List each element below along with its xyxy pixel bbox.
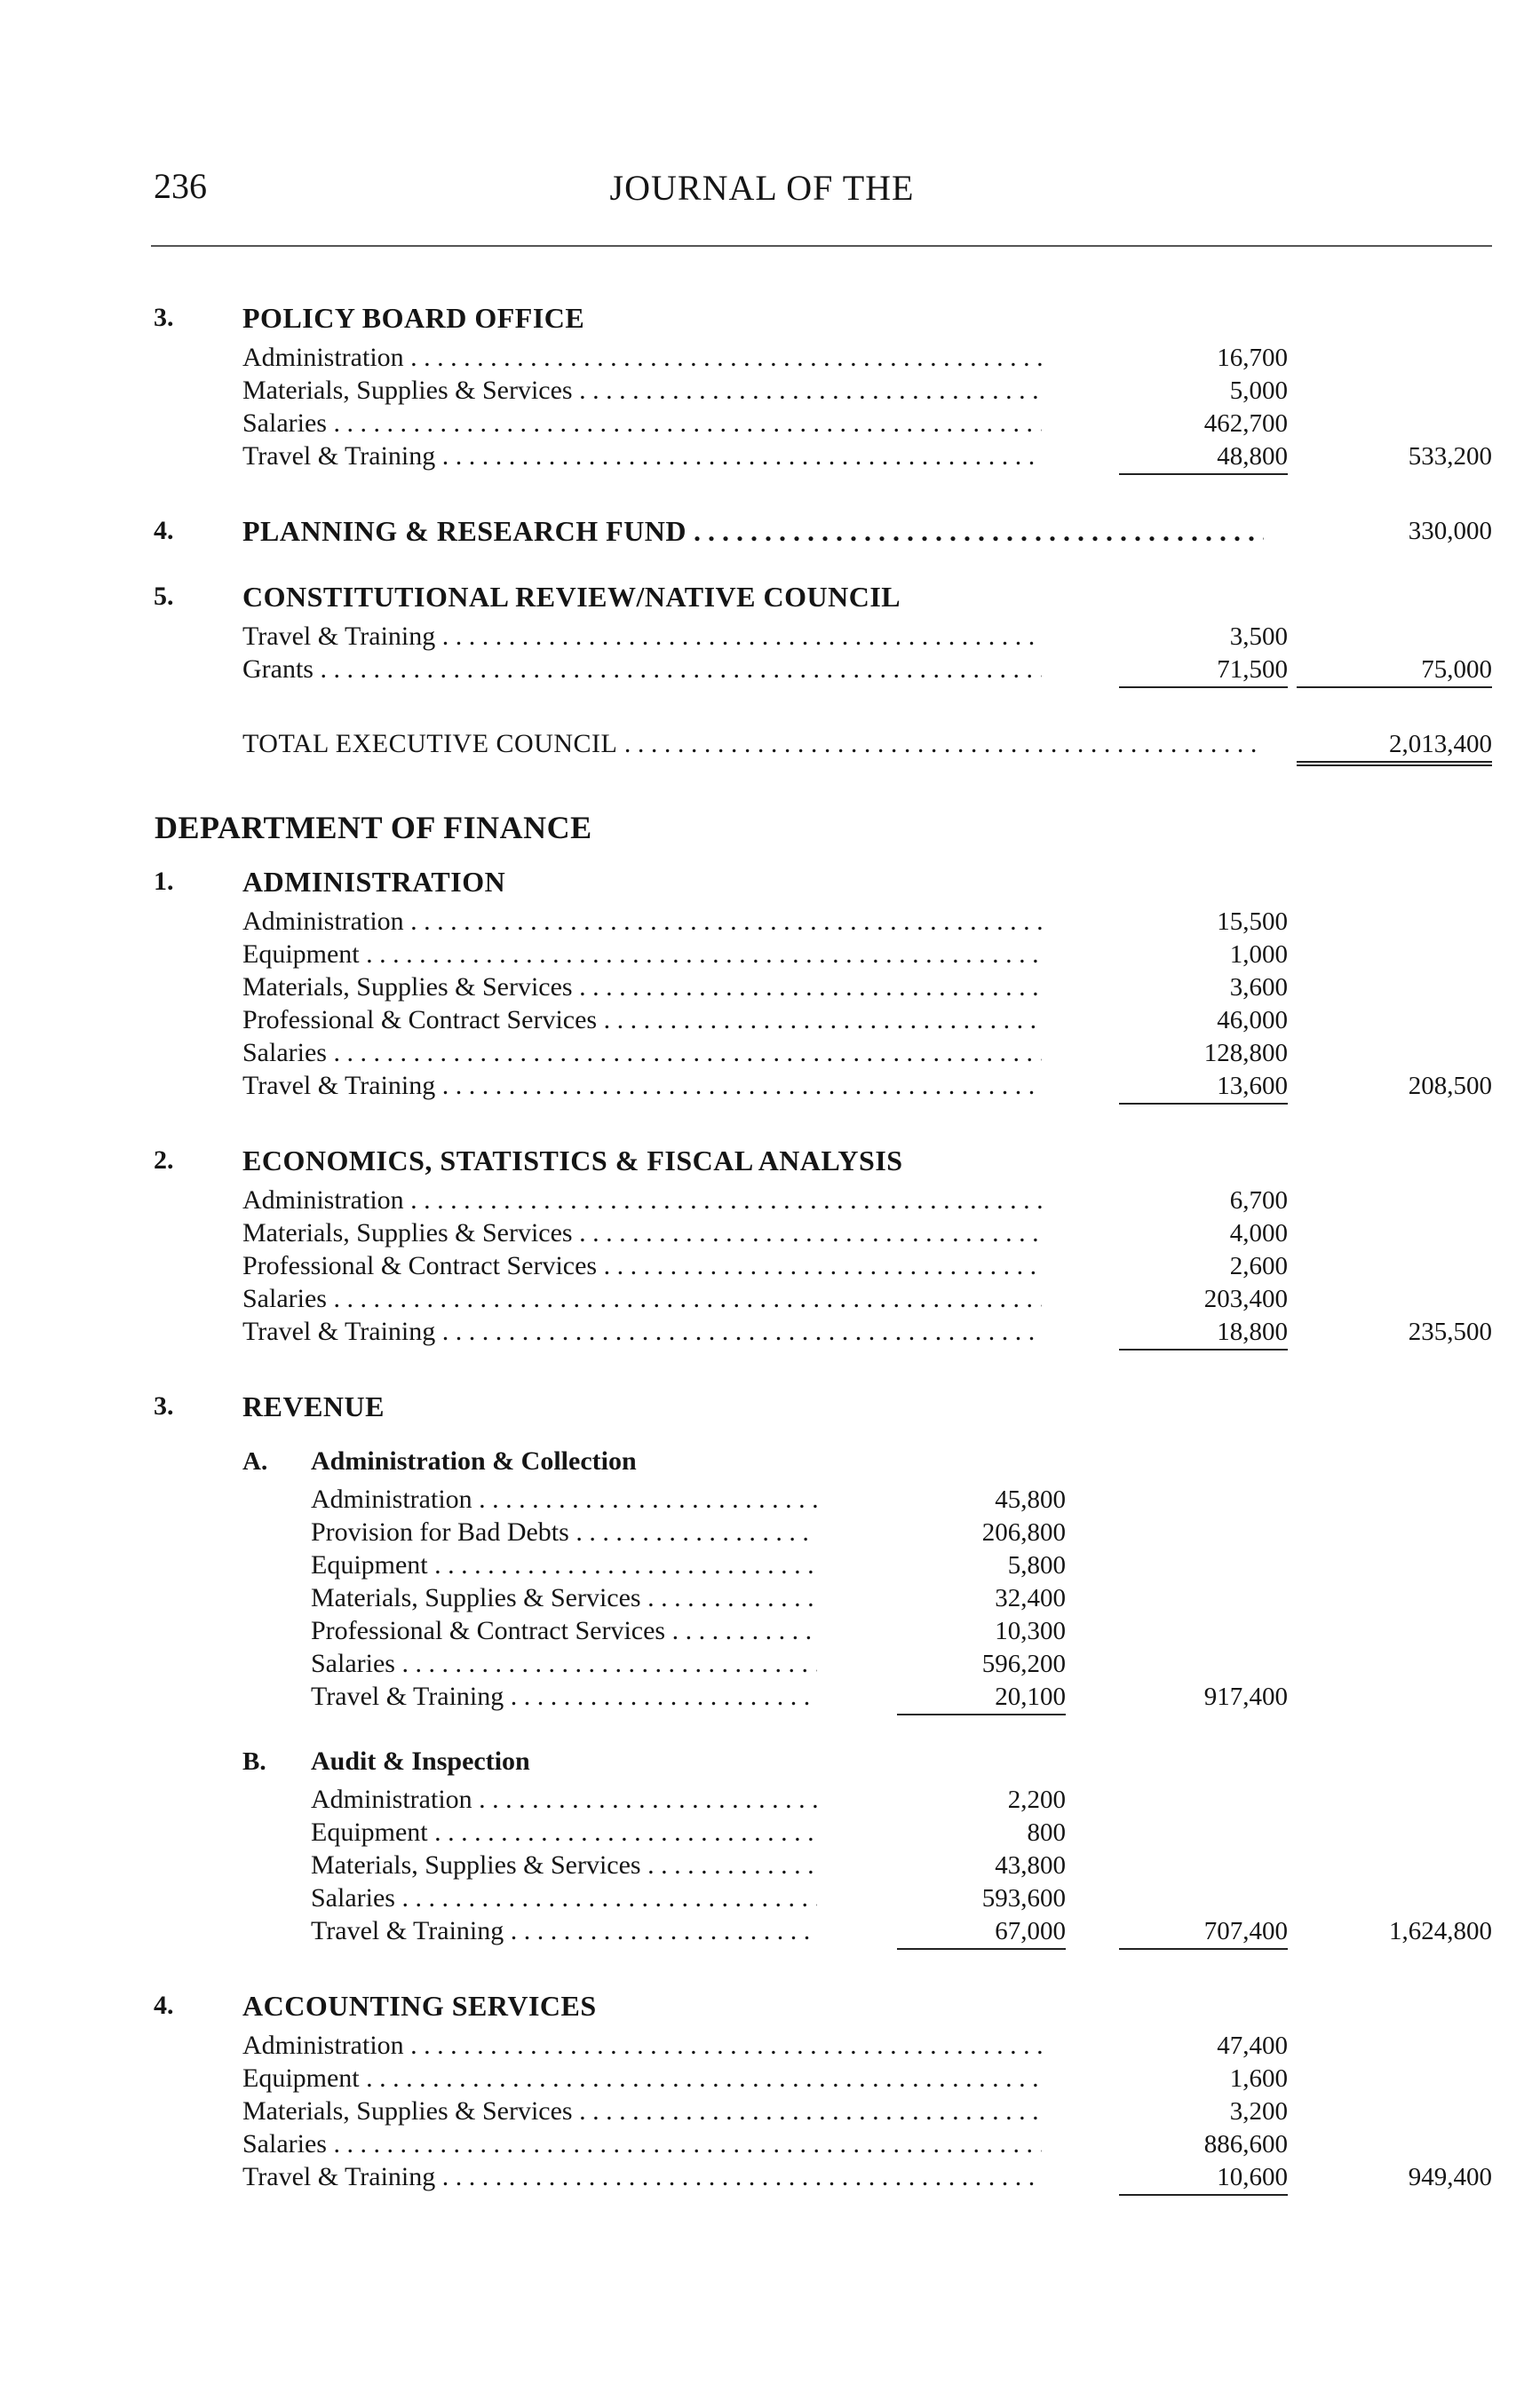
section-number: 4.: [154, 1991, 174, 2020]
section-total: 949,400: [1408, 2163, 1492, 2191]
line-item: [0, 1516, 1524, 1549]
line-item-label: Travel & Training . . .: [242, 1069, 1042, 1103]
line-item-amount: 3,200: [1229, 2097, 1288, 2126]
line-item: [0, 1881, 1524, 1915]
section-total: 330,000: [1408, 517, 1492, 545]
section-total: 235,500: [1408, 1318, 1492, 1346]
line-item-label: Salaries . . .: [242, 2127, 1042, 2161]
section-title: REVENUE: [242, 1390, 385, 1422]
line-item-amount: 800: [1027, 1818, 1066, 1847]
subsection-title: Administration & Collection: [311, 1446, 637, 1476]
subsection-heading: [0, 1745, 1524, 1778]
line-item-amount: 5,000: [1229, 376, 1288, 405]
page-title: JOURNAL OF THE: [609, 168, 915, 208]
line-item-label: Administration . . .: [242, 1184, 1042, 1217]
section-title: PLANNING & RESEARCH FUND . . .: [242, 514, 1264, 548]
section-total: 1,624,800: [1389, 1917, 1492, 1945]
page-number: 236: [154, 166, 207, 206]
line-item: [0, 1003, 1524, 1037]
line-item: [0, 1614, 1524, 1648]
line-item-amount: 16,700: [1217, 344, 1288, 372]
line-item-label: Materials, Supplies & Services . . .: [242, 374, 1042, 408]
line-item: [0, 620, 1524, 653]
line-item: [0, 1249, 1524, 1283]
section-heading: [0, 1144, 1524, 1177]
section-heading: [0, 514, 1524, 548]
line-item: [0, 2029, 1524, 2063]
section-heading: [0, 580, 1524, 614]
line-item-label: Administration . . .: [242, 905, 1042, 939]
line-item-amount: 3,500: [1229, 622, 1288, 651]
line-item-amount: 6,700: [1229, 1186, 1288, 1215]
line-item-label: Materials, Supplies & Services . . .: [311, 1849, 817, 1882]
line-item-label: Professional & Contract Services . . .: [311, 1614, 817, 1648]
subsection-total: 917,400: [1203, 1683, 1288, 1711]
line-item: [0, 938, 1524, 971]
line-item-label: Administration . . .: [242, 2029, 1042, 2063]
line-item: [0, 1282, 1524, 1316]
line-item: [0, 653, 1524, 686]
line-item-amount: 4,000: [1229, 1219, 1288, 1248]
subsection-letter: B.: [242, 1747, 266, 1776]
line-item: [0, 2095, 1524, 2128]
line-item-label: Salaries . . .: [242, 1036, 1042, 1070]
line-item-amount: 5,800: [1007, 1551, 1066, 1580]
line-item-amount: 67,000: [897, 1914, 1066, 1950]
line-item: [0, 440, 1524, 473]
line-item: [0, 2062, 1524, 2095]
line-item: [0, 1483, 1524, 1517]
line-item-amount: 71,500: [1119, 653, 1288, 688]
line-item-label: Materials, Supplies & Services . . .: [311, 1581, 817, 1615]
line-item-amount: 203,400: [1203, 1285, 1288, 1313]
line-item-amount: 593,600: [981, 1884, 1066, 1913]
grand-total-label: TOTAL EXECUTIVE COUNCIL . . .: [242, 727, 1264, 761]
line-item: [0, 1849, 1524, 1882]
department-heading: [0, 808, 1524, 847]
line-item: [0, 1816, 1524, 1850]
line-item-label: Equipment . . .: [242, 2062, 1042, 2095]
line-item-amount: 596,200: [981, 1650, 1066, 1678]
line-item: [0, 1581, 1524, 1615]
line-item-label: Administration . . .: [242, 341, 1042, 375]
line-item: [0, 1549, 1524, 1582]
line-item: [0, 1783, 1524, 1817]
line-item: [0, 2160, 1524, 2194]
line-item-label: Travel & Training . . .: [311, 1680, 817, 1714]
line-item-amount: 206,800: [981, 1518, 1066, 1547]
line-item-amount: 45,800: [995, 1485, 1066, 1514]
section-heading: [0, 1989, 1524, 2023]
line-item-label: Equipment . . .: [311, 1816, 817, 1850]
subsection-heading: [0, 1445, 1524, 1478]
subsection-total: 707,400: [1119, 1914, 1288, 1950]
line-item: [0, 341, 1524, 375]
line-item-label: Administration . . .: [311, 1783, 817, 1817]
line-item-label: Equipment . . .: [311, 1549, 817, 1582]
line-item-label: Travel & Training . . .: [242, 1315, 1042, 1349]
line-item-amount: 1,600: [1229, 2064, 1288, 2093]
section-number: 5.: [154, 582, 174, 611]
line-item-amount: 43,800: [995, 1851, 1066, 1880]
section-number: 1.: [154, 867, 174, 896]
line-item: [0, 1216, 1524, 1250]
section-number: 3.: [154, 1391, 174, 1421]
line-item: [0, 1315, 1524, 1349]
line-item-amount: 48,800: [1119, 440, 1288, 475]
line-item-amount: 10,600: [1119, 2160, 1288, 2196]
line-item-label: Administration . . .: [311, 1483, 817, 1517]
section-heading: [0, 301, 1524, 335]
section-title: POLICY BOARD OFFICE: [242, 302, 585, 334]
line-item-amount: 128,800: [1203, 1039, 1288, 1067]
line-item-label: Provision for Bad Debts . . .: [311, 1516, 817, 1549]
section-number: 3.: [154, 303, 174, 332]
line-item-amount: 20,100: [897, 1680, 1066, 1715]
section-total: 208,500: [1408, 1072, 1492, 1100]
section-number: 4.: [154, 516, 174, 545]
line-item: [0, 970, 1524, 1004]
line-item-amount: 1,000: [1229, 940, 1288, 969]
section-total: 533,200: [1408, 442, 1492, 471]
header-rule: [151, 245, 1492, 247]
grand-total-row: [0, 727, 1524, 761]
grand-total-amount: 2,013,400: [1297, 727, 1492, 766]
line-item: [0, 1914, 1524, 1948]
line-item: [0, 2127, 1524, 2161]
subsection-letter: A.: [242, 1447, 268, 1476]
section-title: ECONOMICS, STATISTICS & FISCAL ANALYSIS: [242, 1145, 903, 1176]
line-item: [0, 407, 1524, 440]
line-item: [0, 1069, 1524, 1103]
section-total: 75,000: [1297, 653, 1492, 688]
line-item-amount: 462,700: [1203, 409, 1288, 438]
line-item-label: Materials, Supplies & Services . . .: [242, 970, 1042, 1004]
line-item-label: Grants . . .: [242, 653, 1042, 686]
line-item: [0, 905, 1524, 939]
line-item-label: Materials, Supplies & Services . . .: [242, 1216, 1042, 1250]
line-item: [0, 1036, 1524, 1070]
line-item-amount: 10,300: [995, 1617, 1066, 1645]
line-item-label: Materials, Supplies & Services . . .: [242, 2095, 1042, 2128]
line-item-amount: 2,600: [1229, 1252, 1288, 1280]
line-item-amount: 15,500: [1217, 907, 1288, 936]
line-item-label: Professional & Contract Services . . .: [242, 1249, 1042, 1283]
line-item-amount: 3,600: [1229, 973, 1288, 1002]
line-item-label: Travel & Training . . .: [242, 440, 1042, 473]
line-item-amount: 2,200: [1007, 1786, 1066, 1814]
line-item-amount: 18,800: [1119, 1315, 1288, 1351]
section-number: 2.: [154, 1145, 174, 1175]
line-item-label: Travel & Training . . .: [311, 1914, 817, 1948]
line-item-label: Salaries . . .: [242, 1282, 1042, 1316]
section-title: ADMINISTRATION: [242, 866, 506, 898]
line-item-label: Salaries . . .: [311, 1647, 817, 1681]
line-item-amount: 46,000: [1217, 1006, 1288, 1034]
line-item: [0, 1680, 1524, 1714]
line-item: [0, 1647, 1524, 1681]
line-item-label: Travel & Training . . .: [242, 2160, 1042, 2194]
line-item-amount: 47,400: [1217, 2032, 1288, 2060]
line-item: [0, 1184, 1524, 1217]
section-title: ACCOUNTING SERVICES: [242, 1990, 597, 2022]
line-item-label: Equipment . . .: [242, 938, 1042, 971]
section-title: CONSTITUTIONAL REVIEW/NATIVE COUNCIL: [242, 581, 901, 613]
line-item-amount: 13,600: [1119, 1069, 1288, 1105]
section-heading: [0, 1390, 1524, 1423]
subsection-title: Audit & Inspection: [311, 1747, 530, 1776]
line-item-label: Travel & Training . . .: [242, 620, 1042, 653]
line-item-label: Salaries . . .: [311, 1881, 817, 1915]
line-item-amount: 32,400: [995, 1584, 1066, 1612]
line-item-label: Professional & Contract Services . . .: [242, 1003, 1042, 1037]
line-item: [0, 374, 1524, 408]
section-heading: [0, 865, 1524, 899]
line-item-amount: 886,600: [1203, 2130, 1288, 2158]
line-item-label: Salaries . . .: [242, 407, 1042, 440]
department-title: DEPARTMENT OF FINANCE: [155, 810, 592, 845]
